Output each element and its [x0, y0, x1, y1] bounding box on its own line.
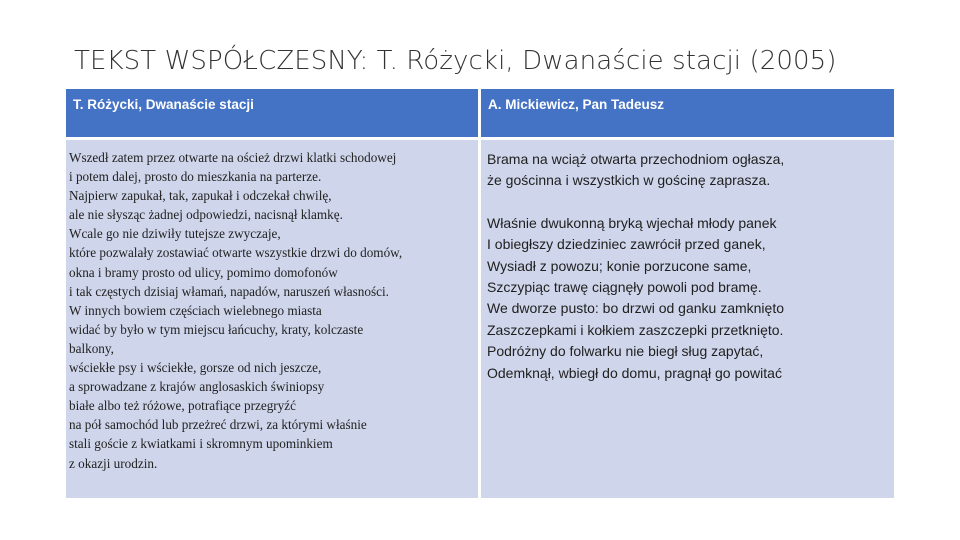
rozycki-line: z okazji urodzin.: [69, 455, 158, 471]
rozycki-line: wściekłe psy i wściekłe, gorsze od nich jeszcze,: [69, 360, 322, 376]
rozycki-line: widać by było w tym miejscu łańcuchy, kraty, kolczaste: [69, 321, 364, 337]
mickiewicz-line: Zaszczepkami i kołkiem zaszczepki przetknięto.: [487, 321, 784, 338]
slide-title: TEKST WSPÓŁCZESNY: T. Różycki, Dwanaście stacji (2005): [74, 46, 837, 76]
mickiewicz-line: We dworze pusto: bo drzwi od ganku zamknięto: [487, 300, 785, 317]
rozycki-line: okna i bramy prosto od ulicy, pomimo domofonów: [69, 264, 338, 280]
mickiewicz-line: I obiegłszy dziedziniec zawrócił przed ganek,: [487, 236, 766, 253]
mickiewicz-line: Właśnie dwukonną bryką wjechał młody panek: [487, 214, 777, 231]
mickiewicz-line: że gościnna i wszystkich w gościnę zaprasza.: [487, 172, 771, 189]
rozycki-line: Wcale go nie dziwiły tutejsze zwyczaje,: [69, 226, 281, 242]
header-mickiewicz: A. Mickiewicz, Pan Tadeusz: [481, 89, 894, 137]
rozycki-line: które pozwalały zostawiać otwarte wszystkie drzwi do domów,: [69, 245, 403, 261]
mickiewicz-text-cell: [481, 140, 894, 498]
rozycki-line: ale nie słysząc żadnej odpowiedzi, nacisnął klamkę.: [69, 207, 343, 223]
rozycki-line: balkony,: [69, 340, 114, 356]
header-rozycki: T. Różycki, Dwanaście stacji: [66, 89, 478, 137]
comparison-table: [66, 89, 894, 498]
mickiewicz-line: Wysiadł z powozu; konie porzucone same,: [487, 257, 752, 274]
rozycki-line: Wszedł zatem przez otwarte na oścież drzwi klatki schodowej: [69, 150, 397, 165]
rozycki-text-cell: [66, 140, 478, 498]
rozycki-line: i potem dalej, prosto do mieszkania na parterze.: [69, 169, 322, 185]
mickiewicz-line: Brama na wciąż otwarta przechodniom ogłasza,: [487, 151, 785, 167]
stanza-gap: [487, 192, 894, 213]
rozycki-line: Najpierw zapukał, tak, zapukał i odczekał chwilę,: [69, 188, 332, 204]
mickiewicz-line: Odemknął, wbiegł do domu, pragnął go powitać: [487, 364, 782, 381]
rozycki-line: białe albo też różowe, potrafiące przegryźć: [69, 398, 296, 414]
mickiewicz-line: Szczypiąc trawę ciągnęły powoli pod bramę.: [487, 279, 762, 296]
mickiewicz-line: Podróżny do folwarku nie biegł sług zapytać,: [487, 343, 764, 360]
rozycki-line: a sprowadzane z krajów anglosaskich świniopsy: [69, 379, 325, 395]
rozycki-line: na pół samochód lub przeżreć drzwi, za którymi właśnie: [69, 417, 367, 433]
rozycki-line: i tak częstych dzisiaj włamań, napadów, naruszeń własności.: [69, 283, 389, 299]
rozycki-line: stali goście z kwiatkami i skromnym upominkiem: [69, 436, 333, 452]
rozycki-line: W innych bowiem częściach wielebnego miasta: [69, 302, 322, 318]
